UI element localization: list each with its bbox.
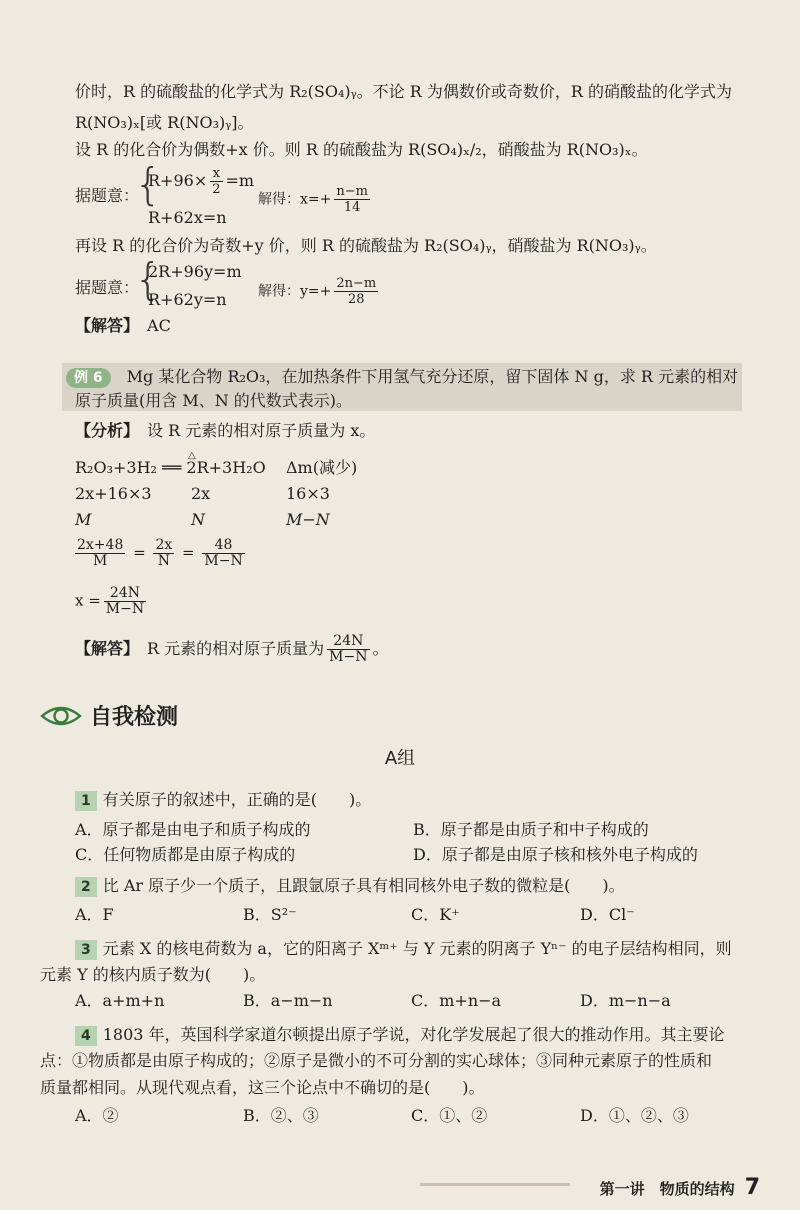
text-line: 再设 R 的化合价为奇数+y 价，则 R 的硫酸盐为 R₂(SO₄)ᵧ，硝酸盐为 R(NO₃)ᵧ。 [75,236,657,255]
question-3-cont: 元素 Y 的核内质子数为( )。 [40,965,266,984]
text-line: 设 R 的化合价为偶数+x 价。则 R 的硫酸盐为 R(SO₄)ₓ/₂，硝酸盐为 R(NO₃)ₓ。 [75,140,648,159]
question-1: 1 有关原子的叙述中，正确的是( )。 [75,790,371,811]
solution-line: 解得：x=+ $\frac{n-m}{14}$ [258,184,368,215]
reaction-condition: △ [188,450,196,461]
equation-label: 据题意： [75,278,140,297]
ratio-row: N [191,510,205,529]
left-brace: { [134,254,162,305]
text-line: 价时，R 的硫酸盐的化学式为 R₂(SO₄)ᵧ。不论 R 为偶数价或奇数价，R 的硝酸盐的化学式为 [75,82,733,101]
fraction: $\frac{x}{2}$ [212,166,221,197]
option-a: A．② [75,1106,119,1125]
example-line: 例 6 Mg 某化合物 R₂O₃，在加热条件下用氢气充分还原，留下固体 N g，求 R 元素的相对 [66,367,738,388]
option-c: C．①、② [411,1106,488,1125]
option-a: A．a+m+n [75,991,165,1010]
eye-icon [40,703,82,729]
question-number: 3 [75,940,97,960]
left-brace: { [134,159,162,210]
ratio-row: M [75,510,92,529]
option-a: A．原子都是由电子和质子构成的 [75,820,311,839]
option-d: D．①、②、③ [580,1106,689,1125]
fraction: $\frac{24N}{M-N}$ [329,633,368,665]
mass-change-label: Δm(减少) [286,458,358,477]
option-d: D．Cl⁻ [580,905,635,924]
option-c: C．m+n−a [411,991,502,1010]
answer-line: 【解答】 AC [75,316,171,335]
ratio-row: M−N [286,510,330,529]
fraction: $\frac{2x}{N}$ [155,537,173,569]
group-title: A组 [384,748,416,769]
equation-line: R+62x=n [148,208,227,227]
analysis-line: 【分析】 设 R 元素的相对原子质量为 x。 [75,421,376,440]
option-b: B．a−m−n [243,991,333,1010]
equation-line: R+96× $\frac{x}{2}$ =m [148,166,255,197]
fraction: $\frac{24N}{M-N}$ [105,585,145,617]
section-title: 自我检测 [90,705,179,730]
page-footer [600,1175,760,1200]
question-3: 3 元素 X 的核电荷数为 a，它的阳离子 Xᵐ⁺ 与 Y 元素的阴离子 Yⁿ⁻ 的电子层结构相同，则 [75,939,732,960]
fraction: $\frac{2n-m}{28}$ [336,276,377,307]
fraction: $\frac{n-m}{14}$ [336,184,368,215]
section-heading [40,700,178,731]
question-4-cont: 点：①物质都是由原子构成的；②原子是微小的不可分割的实心球体；③同种元素原子的性质和 [40,1051,713,1070]
ratio-row: 16×3 [286,484,330,503]
chemical-equation: R₂O₃+3H₂ ══ 2R+3H₂O [75,458,266,477]
option-c: C．任何物质都是由原子构成的 [75,845,296,864]
page-number: 7 [744,1175,760,1200]
equation-line: 2R+96y=m [148,262,242,281]
text-line: R(NO₃)ₓ[或 R(NO₃)ᵧ]。 [75,113,254,132]
question-2: 2 比 Ar 原子少一个质子，且跟氩原子具有相同核外电子数的微粒是( )。 [75,876,625,897]
option-a: A．F [75,905,114,924]
ratio-equation: $\frac{2x+48}{M}$ = $\frac{2x}{N}$ = $\frac{48}{M-N}$ [77,537,243,569]
question-number: 4 [75,1026,97,1046]
question-number: 2 [75,877,97,897]
x-equation: x = $\frac{24N}{M-N}$ [75,585,145,617]
option-c: C．K⁺ [411,905,460,924]
example-tag: 例 6 [66,368,111,388]
question-4-cont: 质量都相同。从现代观点看，这三个论点中不确切的是( )。 [40,1078,485,1097]
option-b: B．S²⁻ [243,905,297,924]
equation-line: R+62y=n [148,290,227,309]
answer-line: 【解答】 R 元素的相对原子质量为 $\frac{24N}{M-N}$ 。 [75,633,389,665]
solution-line: 解得：y=+ $\frac{2n-m}{28}$ [258,276,377,307]
equation-label: 据题意： [75,186,140,205]
option-b: B．原子都是由质子和中子构成的 [413,820,649,839]
question-4: 4 1803 年，英国科学家道尔顿提出原子学说，对化学发展起了很大的推动作用。其主要论 [75,1025,725,1046]
question-number: 1 [75,791,97,811]
example-line: 原子质量(用含 M、N 的代数式表示)。 [75,391,353,410]
option-b: B．②、③ [243,1106,319,1125]
ratio-row: 2x [191,484,211,503]
fraction: $\frac{2x+48}{M}$ [77,537,124,569]
ratio-row: 2x+16×3 [75,484,152,503]
chapter-title: 第一讲 物质的结构 [599,1180,735,1198]
footer-rule [420,1183,570,1186]
option-d: D．原子都是由原子核和核外电子构成的 [413,845,698,864]
option-d: D．m−n−a [580,991,671,1010]
fraction: $\frac{48}{M-N}$ [204,537,243,569]
